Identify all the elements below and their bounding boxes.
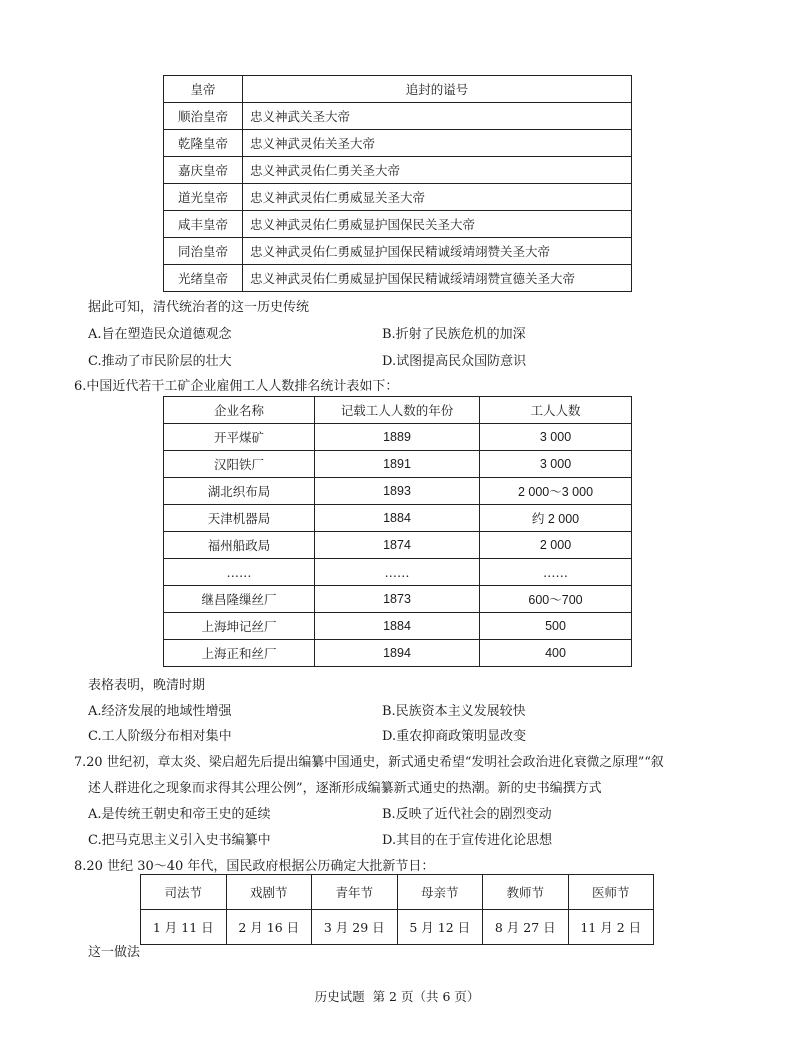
table-cell: 乾隆皇帝	[164, 130, 243, 157]
table-row	[164, 157, 632, 184]
table-cell: 道光皇帝	[164, 184, 243, 211]
table-header-cell: 追封的谥号	[243, 76, 632, 103]
page-footer: 历史试题 第 2 页（共 6 页）	[314, 989, 480, 1004]
table-cell: 医师节	[568, 875, 654, 910]
table-row	[141, 875, 654, 910]
table-header-cell: 记载工人人数的年份	[315, 397, 480, 424]
table-cell: 约 2 000	[480, 505, 632, 532]
table-cell: 顺治皇帝	[164, 103, 243, 130]
table-cell: 开平煤矿	[164, 424, 315, 451]
table-row	[164, 640, 632, 667]
enterprise-workers-table	[163, 396, 632, 667]
table-row	[164, 184, 632, 211]
table-cell: 400	[480, 640, 632, 667]
table-cell: 青年节	[312, 875, 398, 910]
table-cell: 1 月 11 日	[141, 910, 227, 945]
table-cell: 忠义神武关圣大帝	[243, 103, 632, 130]
table-cell: 忠义神武灵佑关圣大帝	[243, 130, 632, 157]
table-header-cell: 皇帝	[164, 76, 243, 103]
table-cell: 忠义神武灵佑仁勇威显护国保民关圣大帝	[243, 211, 632, 238]
table-cell: ……	[315, 559, 480, 586]
q7-option-c: C.把马克思主义引入史书编纂中	[88, 833, 271, 848]
table-cell: 500	[480, 613, 632, 640]
table-row	[164, 586, 632, 613]
table-cell: 1893	[315, 478, 480, 505]
table-cell: 上海坤记丝厂	[164, 613, 315, 640]
festival-table	[140, 874, 654, 945]
emperor-title-table	[163, 75, 632, 292]
table-cell: 1894	[315, 640, 480, 667]
q6-conclusion: 表格表明，晚清时期	[88, 678, 206, 693]
table-row	[164, 130, 632, 157]
table-cell: 11 月 2 日	[568, 910, 654, 945]
table-row	[164, 211, 632, 238]
table-cell: 忠义神武灵佑仁勇威显护国保民精诚绥靖翊赞关圣大帝	[243, 238, 632, 265]
table-cell: 忠义神武灵佑仁勇威显护国保民精诚绥靖翊赞宣德关圣大帝	[243, 265, 632, 292]
table-row	[164, 103, 632, 130]
table-cell: 1889	[315, 424, 480, 451]
q6-stem: 6.中国近代若干工矿企业雇佣工人人数排名统计表如下：	[74, 379, 399, 394]
table-row	[164, 265, 632, 292]
table-cell: 福州船政局	[164, 532, 315, 559]
table-cell: 忠义神武灵佑仁勇威显关圣大帝	[243, 184, 632, 211]
table-cell: 3 000	[480, 451, 632, 478]
q6-option-a: A.经济发展的地域性增强	[88, 704, 232, 719]
q5-option-b: B.折射了民族危机的加深	[382, 327, 526, 342]
table-cell: 2 000～3 000	[480, 478, 632, 505]
table-row	[141, 910, 654, 945]
q7-stem-line1: 7.20 世纪初，章太炎、梁启超先后提出编纂中国通史，新式通史希望“发明社会政治进化衰微之原理”“叙	[74, 755, 664, 770]
table-cell: 3 月 29 日	[312, 910, 398, 945]
q7-option-d: D.其目的在于宣传进化论思想	[382, 833, 553, 848]
q6-option-d: D.重农抑商政策明显改变	[382, 729, 527, 744]
q5-stem: 据此可知，清代统治者的这一历史传统	[88, 300, 310, 315]
table-cell: ……	[480, 559, 632, 586]
table-cell: 教师节	[483, 875, 569, 910]
table-cell: 光绪皇帝	[164, 265, 243, 292]
table-header-cell: 工人人数	[480, 397, 632, 424]
table-cell: 天津机器局	[164, 505, 315, 532]
table-cell: 1884	[315, 613, 480, 640]
q7-option-b: B.反映了近代社会的剧烈变动	[382, 807, 552, 822]
table-cell: 3 000	[480, 424, 632, 451]
q7-stem-line2: 述人群进化之现象而求得其公理公例”，逐渐形成编纂新式通史的热潮。新的史书编撰方式	[88, 781, 602, 796]
table-cell: 1874	[315, 532, 480, 559]
q5-option-a: A.旨在塑造民众道德观念	[88, 327, 232, 342]
table-row	[164, 451, 632, 478]
table-cell: 司法节	[141, 875, 227, 910]
table-row	[164, 478, 632, 505]
table-cell: 嘉庆皇帝	[164, 157, 243, 184]
q5-option-c: C.推动了市民阶层的壮大	[88, 354, 232, 369]
table-cell: ……	[164, 559, 315, 586]
table-cell: 1884	[315, 505, 480, 532]
table-row	[164, 505, 632, 532]
q8-tail: 这一做法	[88, 945, 141, 960]
table-cell: 5 月 12 日	[397, 910, 483, 945]
table-header-row	[164, 76, 632, 103]
table-header-row	[164, 397, 632, 424]
table-cell: 1891	[315, 451, 480, 478]
table-row	[164, 532, 632, 559]
table-cell: 600～700	[480, 586, 632, 613]
table-header-cell: 企业名称	[164, 397, 315, 424]
table-row	[164, 613, 632, 640]
table-cell: 同治皇帝	[164, 238, 243, 265]
table-cell: 2 000	[480, 532, 632, 559]
table-cell: 咸丰皇帝	[164, 211, 243, 238]
table-cell: 上海正和丝厂	[164, 640, 315, 667]
table-cell: 1873	[315, 586, 480, 613]
q6-option-b: B.民族资本主义发展较快	[382, 704, 526, 719]
table-cell: 汉阳铁厂	[164, 451, 315, 478]
q5-option-d: D.试图提高民众国防意识	[382, 354, 527, 369]
table-row	[164, 424, 632, 451]
table-row	[164, 238, 632, 265]
table-row	[164, 559, 632, 586]
q8-stem: 8.20 世纪 30～40 年代，国民政府根据公历确定大批新节日：	[74, 859, 435, 874]
table-cell: 8 月 27 日	[483, 910, 569, 945]
table-cell: 2 月 16 日	[226, 910, 312, 945]
table-cell: 忠义神武灵佑仁勇关圣大帝	[243, 157, 632, 184]
table-cell: 母亲节	[397, 875, 483, 910]
table-cell: 戏剧节	[226, 875, 312, 910]
table-cell: 湖北织布局	[164, 478, 315, 505]
q6-option-c: C.工人阶级分布相对集中	[88, 729, 232, 744]
q7-option-a: A.是传统王朝史和帝王史的延续	[88, 807, 271, 822]
table-cell: 继昌隆缫丝厂	[164, 586, 315, 613]
